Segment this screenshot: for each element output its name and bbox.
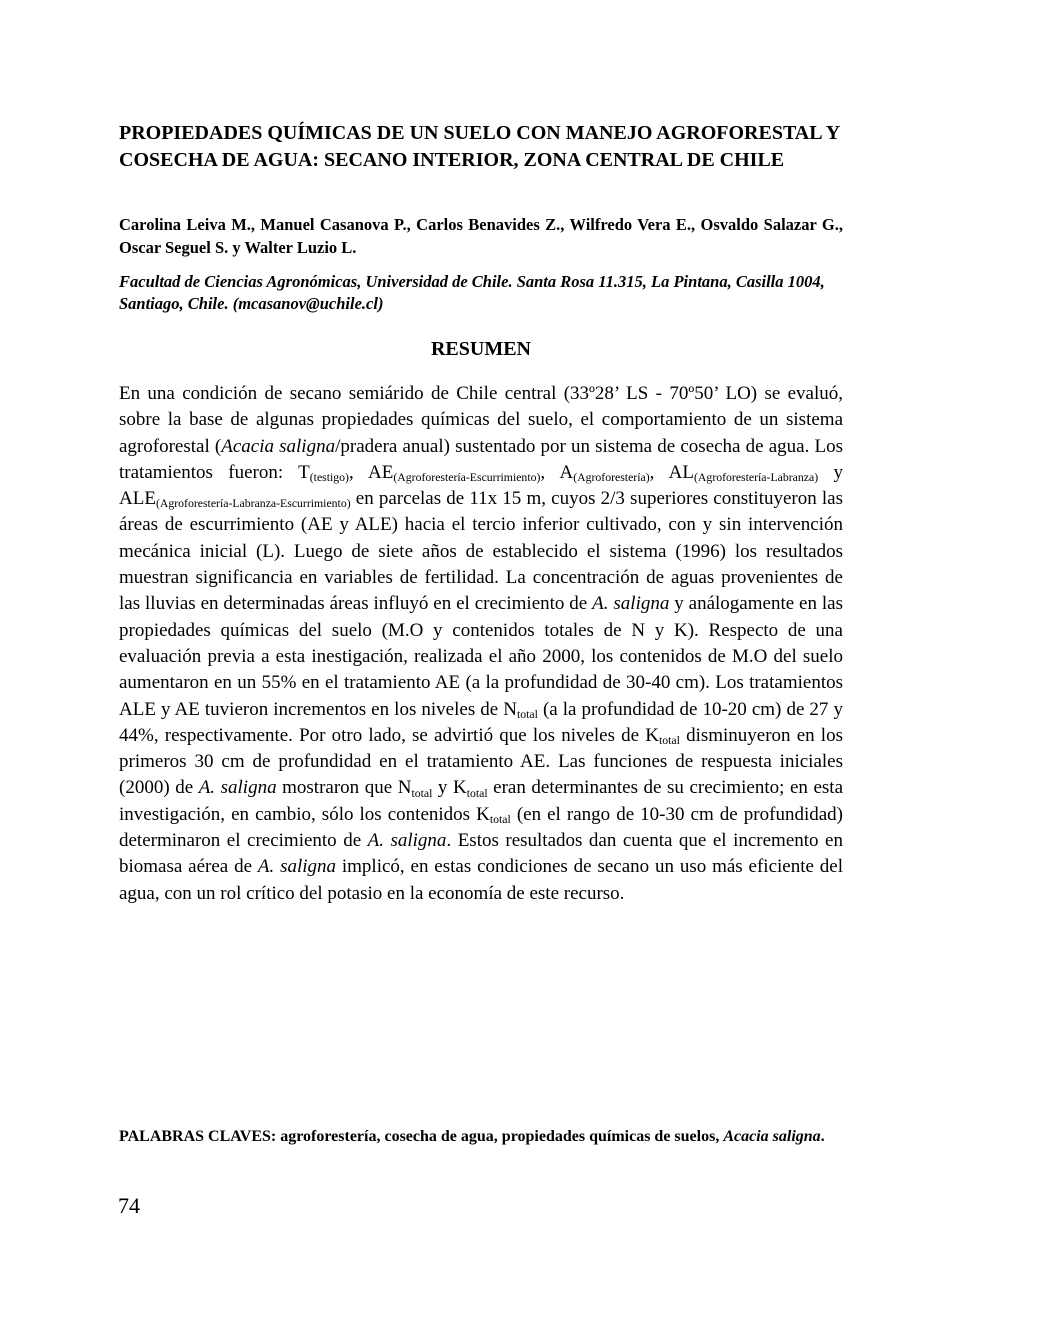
authors-line: Carolina Leiva M., Manuel Casanova P., Carlos Benavides Z., Wilfredo Vera E., Osvaldo Salazar G., Oscar Seguel S. y Walter Luzio L.: [119, 215, 843, 257]
affiliation-line: Facultad de Ciencias Agronómicas, Universidad de Chile. Santa Rosa 11.315, La Pintana, Casilla 1004, Santiago, Chile. (mcasanov@uchile.cl): [119, 272, 825, 313]
abstract-text: En una condición de secano semiárido de Chile central (33º28’ LS - 70º50’ LO) se evaluó, sobre la base de algunas propiedades químicas del suelo, el comportamiento de un sistema agroforestal (Acacia saligna/pradera anual) sustentado por un sistema de cosecha de agua. Los tratamientos fueron: T(testigo), AE(Agroforestería-Escurrimiento), A(Agroforestería), AL(Agroforestería-Labranza) y ALE(Agroforestería-Labranza-Escurrimiento) en parcelas de 11x 15 m, cuyos 2/3 superiores constituyeron las áreas de escurrimiento (AE y ALE) hacia el tercio inferior cultivado, con y sin intervención mecánica inicial (L). Luego de siete años de establecido el sistema (1996) los resultados muestran significancia en variables de fertilidad. La concentración de aguas provenientes de las lluvias en determinadas áreas influyó en el crecimiento de A. saligna y análogamente en las propiedades químicas del suelo (M.O y contenidos totales de N y K). Respecto de una evaluación previa a esta inestigación, realizada el año 2000, los contenidos de M.O del suelo aumentaron en un 55% en el tratamiento AE (a la profundidad de 30-40 cm). Los tratamientos ALE y AE tuvieron incrementos en los niveles de Ntotal (a la profundidad de 10-20 cm) de 27 y 44%, respectivamente. Por otro lado, se advirtió que los niveles de Ktotal disminuyeron en los primeros 30 cm de profundidad en el tratamiento AE. Las funciones de respuesta iniciales (2000) de A. saligna mostraron que Ntotal y Ktotal eran determinantes de su crecimiento; en esta investigación, en cambio, sólo los contenidos Ktotal (en el rango de 10-30 cm de profundidad) determinaron el crecimiento de A. saligna. Estos resultados dan cuenta que el incremento en biomasa aérea de A. saligna implicó, en estas condiciones de secano un uso más eficiente del agua, con un rol crítico del potasio en la economía de este recurso.: [119, 383, 844, 904]
resumen-heading: RESUMEN: [430, 338, 531, 360]
article-title: PROPIEDADES QUÍMICAS DE UN SUELO CON MANEJO AGROFORESTAL Y COSECHA DE AGUA: SECANO INTERIOR, ZONA CENTRAL DE CHILE: [119, 122, 840, 171]
keywords-text: PALABRAS CLAVES: agroforestería, cosecha de agua, propiedades químicas de suelos, Acacia saligna.: [119, 1128, 825, 1145]
page-number: 74: [118, 1193, 140, 1218]
